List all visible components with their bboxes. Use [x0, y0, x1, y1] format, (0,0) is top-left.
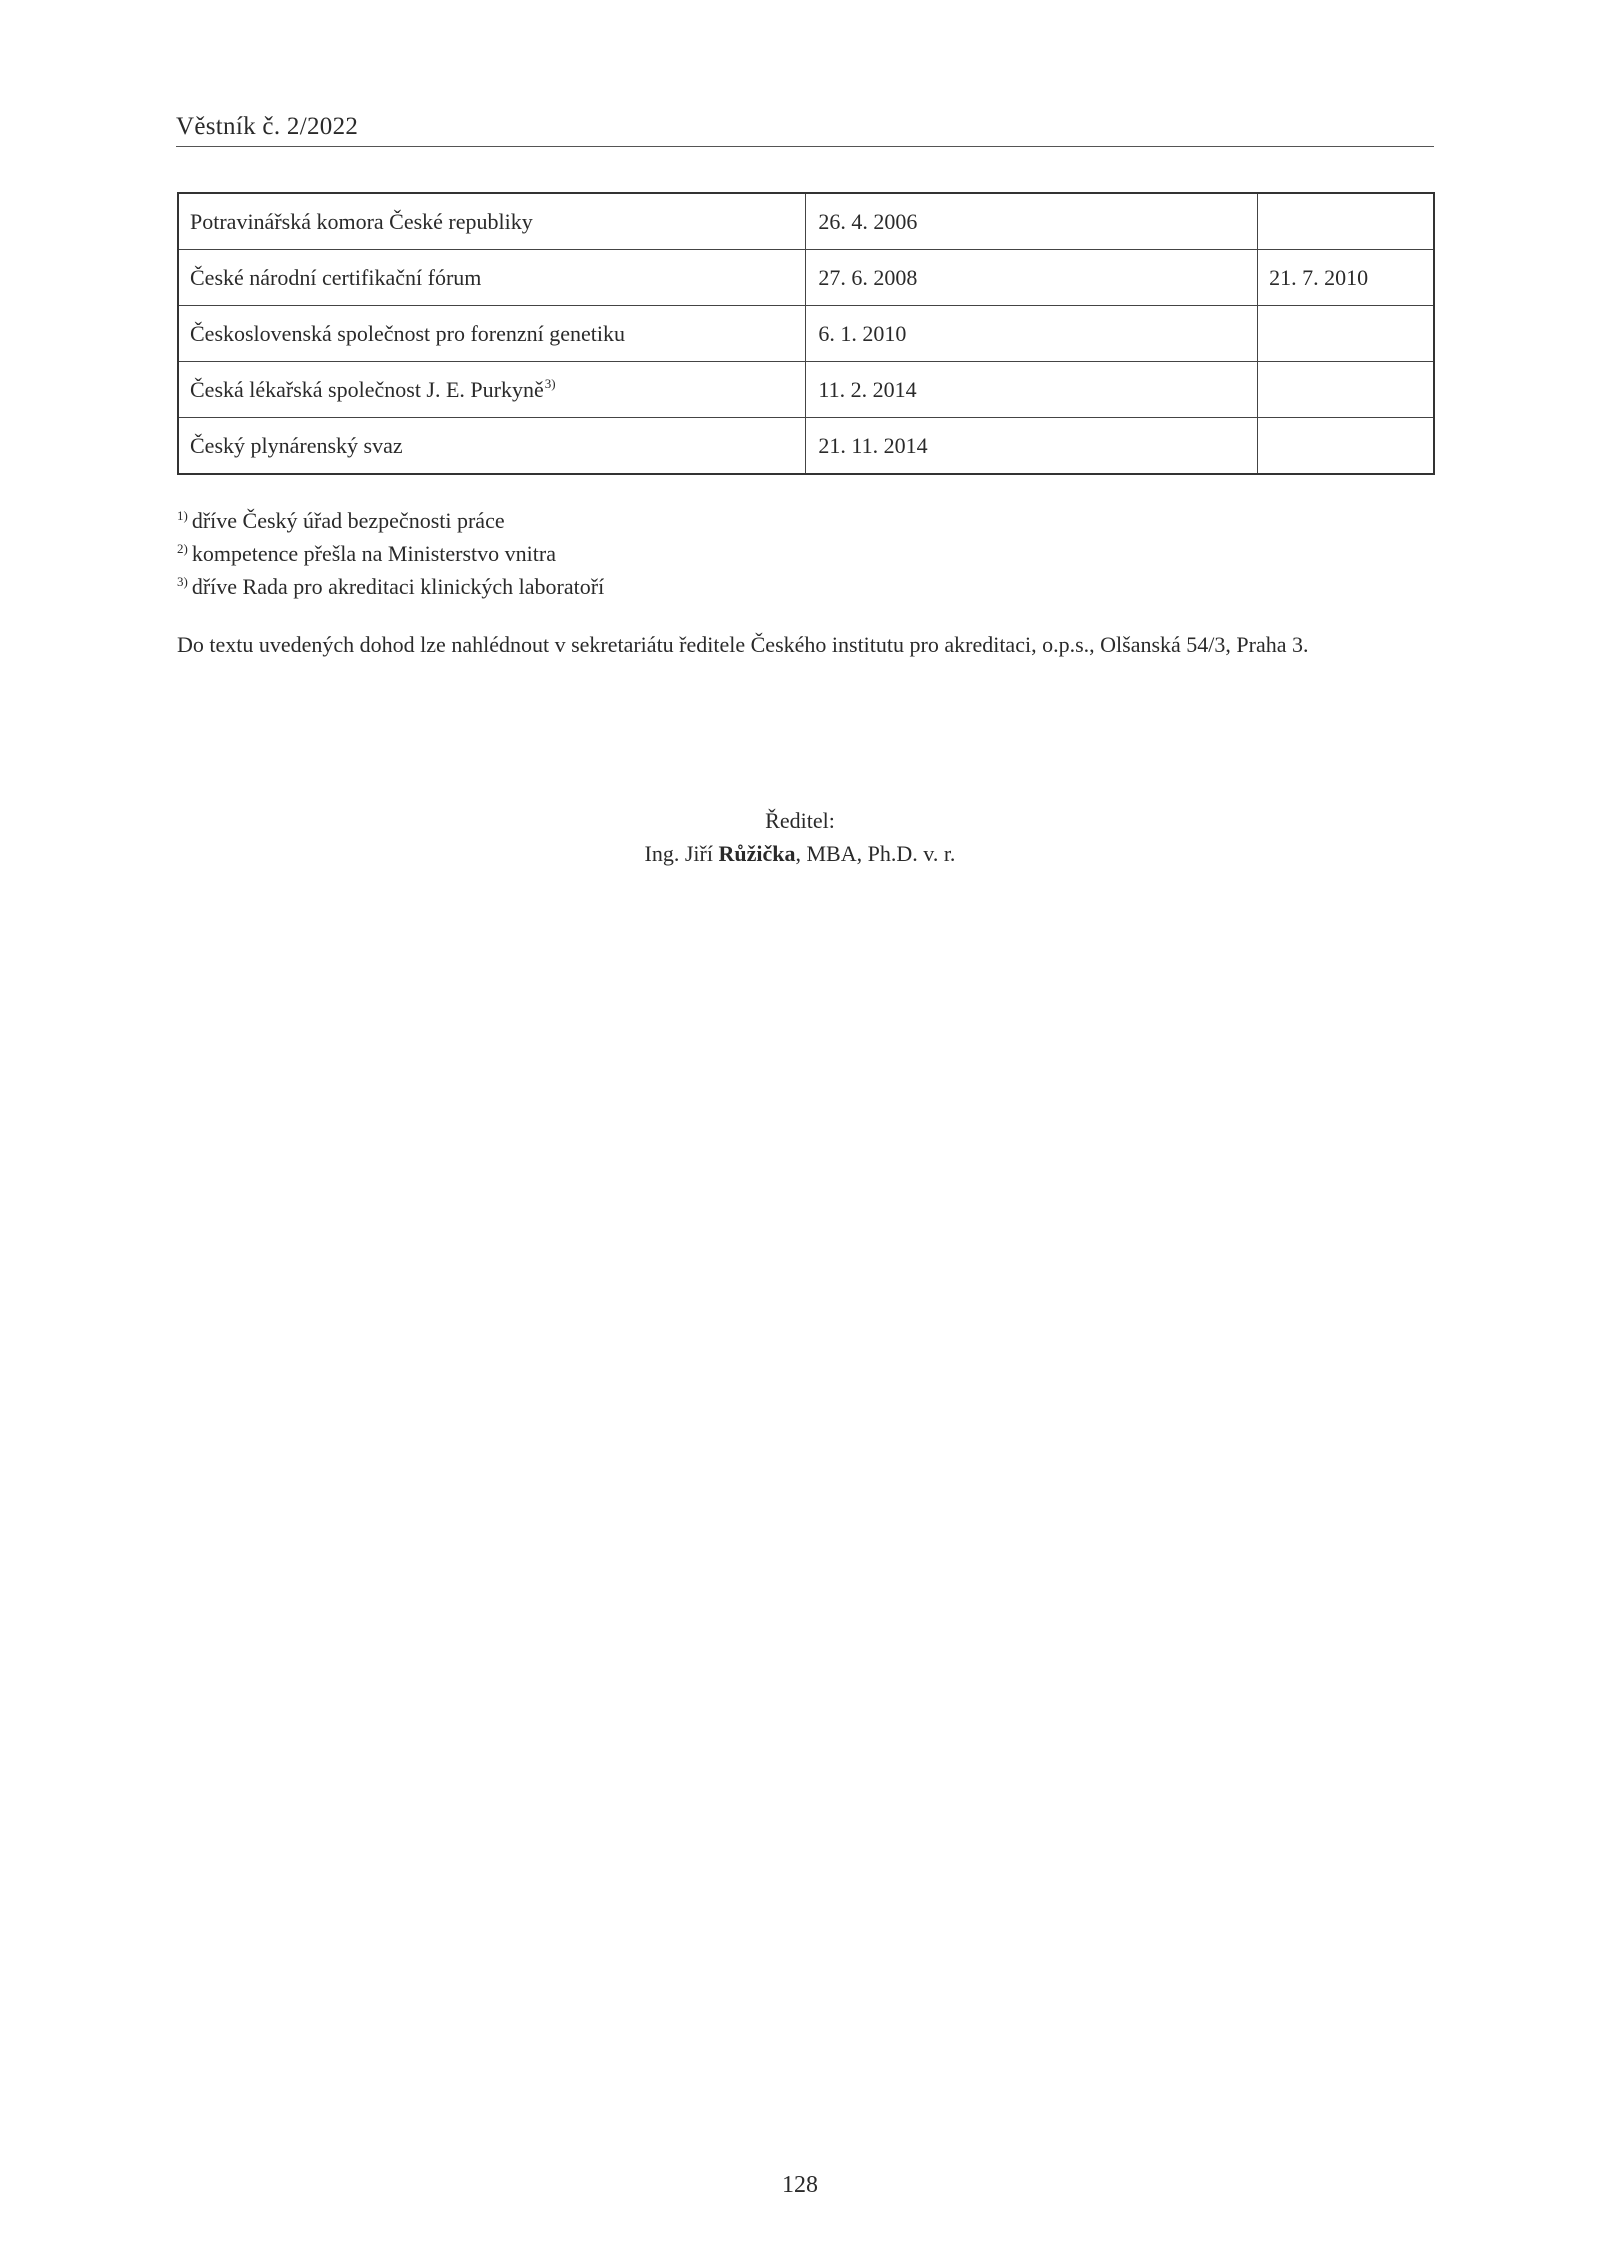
- signature-name: [0, 837, 1600, 870]
- table-row: [178, 362, 1434, 418]
- footnote-mark: 3): [177, 574, 188, 589]
- footnote-text: dříve Český úřad bezpečnosti práce: [191, 508, 505, 533]
- organization-name: Potravinářská komora České republiky: [190, 208, 533, 234]
- table-row: [178, 418, 1434, 475]
- signature-name-prefix: Ing. Jiří: [644, 841, 719, 866]
- footnote-mark: 2): [177, 541, 188, 556]
- page-number: 128: [782, 2172, 818, 2198]
- organization-cell: [178, 306, 806, 362]
- update-date-cell: [1258, 306, 1434, 362]
- agreement-date-cell: 27. 6. 2008: [806, 250, 1258, 306]
- footnotes: [177, 504, 604, 603]
- agreement-date-cell: 26. 4. 2006: [806, 193, 1258, 250]
- signature-role: Ředitel:: [765, 808, 835, 833]
- footnote-text: dříve Rada pro akreditaci klinických laboratoří: [191, 574, 605, 599]
- organization-cell: [178, 250, 806, 306]
- footnote-item: [177, 504, 604, 537]
- signature-surname: Růžička: [718, 841, 796, 866]
- organization-name: Česká lékařská společnost J. E. Purkyně: [190, 376, 544, 402]
- access-note: Do textu uvedených dohod lze nahlédnout v sekretariátu ředitele Českého institutu pro akreditaci, o.p.s., Olšanská 54/3, Praha 3.: [177, 632, 1309, 657]
- footnote-text: kompetence přešla na Ministerstvo vnitra: [191, 541, 556, 566]
- signature-block: [0, 804, 1600, 870]
- update-date-cell: [1258, 193, 1434, 250]
- footnote-reference: 3): [544, 375, 556, 391]
- page-header: [176, 112, 1434, 147]
- signature-name-suffix: , MBA, Ph.D. v. r.: [795, 841, 956, 866]
- update-date-cell: [1258, 418, 1434, 475]
- organization-cell: [178, 418, 806, 475]
- agreement-date-cell: 21. 11. 2014: [806, 418, 1258, 475]
- footnote-item: [177, 570, 604, 603]
- table-row: [178, 306, 1434, 362]
- organization-name: České národní certifikační fórum: [190, 264, 482, 290]
- organization-name: Český plynárenský svaz: [190, 432, 403, 458]
- agreement-date-cell: 6. 1. 2010: [806, 306, 1258, 362]
- update-date-cell: 21. 7. 2010: [1258, 250, 1434, 306]
- agreements-table: [177, 192, 1435, 475]
- update-date-cell: [1258, 362, 1434, 418]
- organization-cell: [178, 362, 806, 418]
- organization-name: Československá společnost pro forenzní genetiku: [190, 320, 626, 346]
- bulletin-title: Věstník č. 2/2022: [176, 113, 359, 140]
- table-row: [178, 250, 1434, 306]
- organization-cell: [178, 193, 806, 250]
- footnote-mark: 1): [177, 508, 188, 523]
- footnote-item: [177, 537, 604, 570]
- agreement-date-cell: 11. 2. 2014: [806, 362, 1258, 418]
- table-row: [178, 193, 1434, 250]
